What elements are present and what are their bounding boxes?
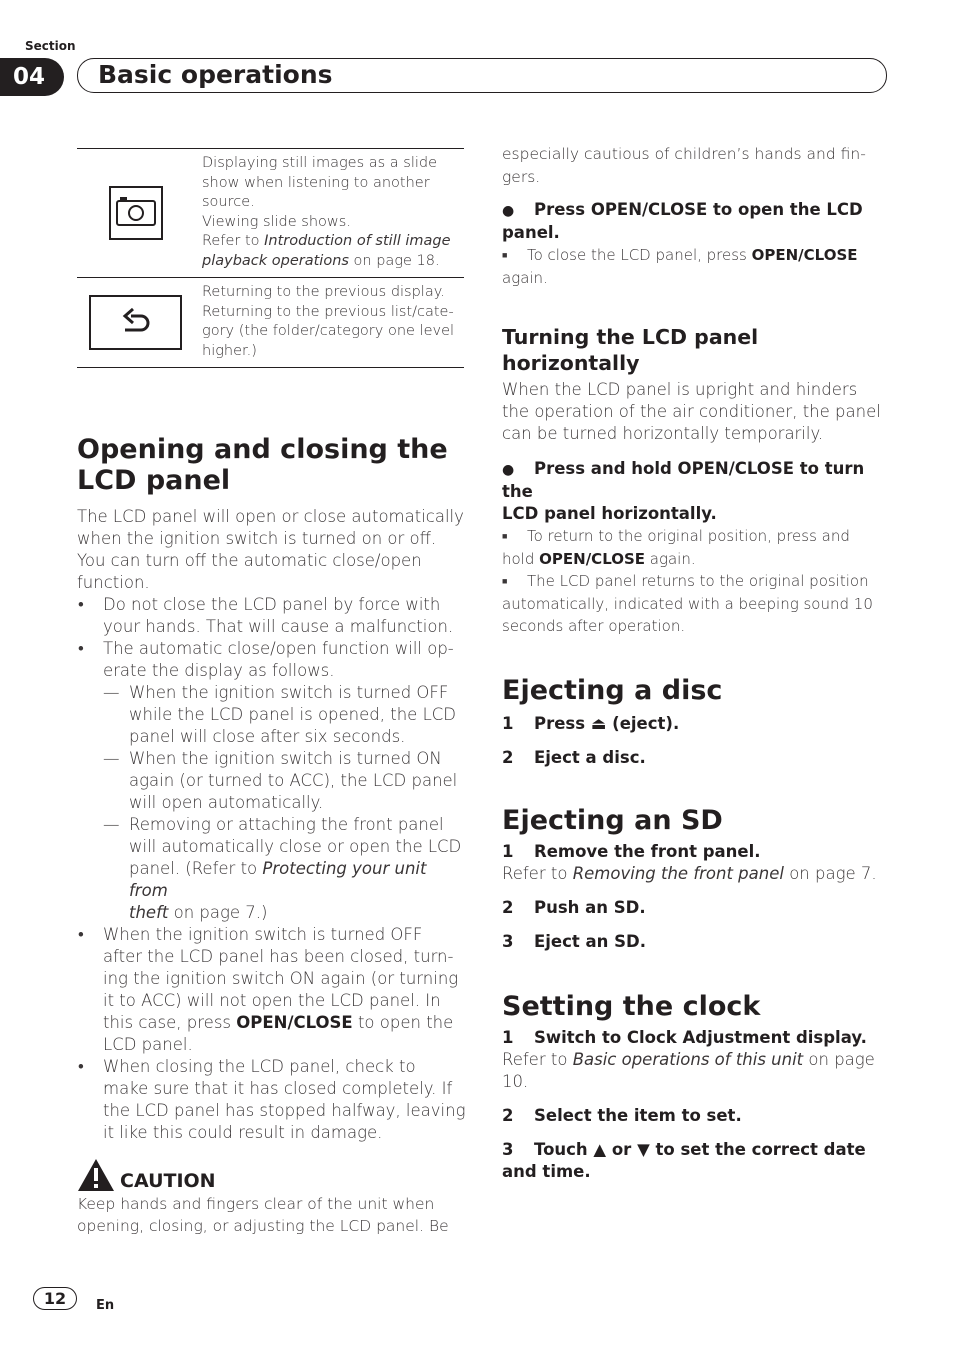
return-arrow-icon [89, 295, 182, 350]
section-heading: Ejecting a disc [502, 675, 723, 706]
bullet-dot-icon: ● [502, 462, 515, 478]
dash-list [103, 682, 469, 924]
step-instruction: ● Press and hold OPEN/CLOSE to turn the LCD panel horizontally. [502, 459, 865, 523]
table-text-line: Returning to the previous display. [202, 284, 445, 300]
subsection-heading: Turning the LCD panel horizontally [502, 325, 759, 375]
step-2: 2 Select the item to set. [502, 1106, 742, 1125]
step-2: 2 Eject a disc. [502, 748, 646, 767]
caution-heading: CAUTION [77, 1158, 469, 1192]
list-item: — When the ignition switch is turned OFF while the LCD panel is opened, the LCD panel will close after six seconds. [103, 682, 469, 748]
right-column [502, 143, 892, 1183]
note-square-icon: ■ [502, 251, 508, 261]
slideshow-camera-icon [109, 186, 163, 240]
section-heading: Opening and closing the LCD panel [77, 434, 448, 496]
list-item: • When the ignition switch is turned OFF after the LCD panel has been closed, turn- ing the ignition switch ON again (or turning it to ACC) will not open the LCD panel. In this case, press OPEN/CLOSE to open the LCD panel. [77, 924, 469, 1056]
list-item: • Do not close the LCD panel by force with your hands. That will cause a malfunction. [77, 594, 469, 638]
table-row [77, 148, 464, 277]
table-text-line: Displaying still images as a slide [202, 155, 438, 171]
note: ■ To close the LCD panel, press OPEN/CLOSE again. [502, 246, 858, 287]
table-text-line: Returning to the previous list/cate- [202, 303, 454, 320]
step-2: 2 Push an SD. [502, 898, 646, 917]
bullet-list [77, 594, 469, 1144]
caution-text: Keep hands and fingers clear of the unit when opening, closing, or adjusting the LCD panel. Be [77, 1195, 449, 1235]
section-number-badge: 04 [0, 58, 64, 96]
table-text-line: Viewing slide shows. [202, 213, 351, 230]
table-text-line: show when listening to another [202, 174, 430, 191]
icon-table [77, 148, 464, 368]
section-label: Section [25, 39, 76, 53]
table-reference: playback operations on page 18. [202, 252, 440, 269]
continued-paragraph: especially cautious of children’s hands and fin- gers. [502, 145, 866, 186]
page-number: 12 [33, 1287, 77, 1310]
table-reference: Refer to Introduction of still image [202, 233, 451, 249]
note-square-icon: ■ [502, 577, 508, 587]
step-3: 3 Touch ▲ or ▼ to set the correct date and time. [502, 1140, 866, 1181]
note: ■ To return to the original position, press and hold OPEN/CLOSE again. ■ The LCD panel returns to the original position automatically, indicated with a beeping sound 10 seconds after operation. [502, 527, 873, 635]
reference-text: Refer to Removing the front panel on page 7. [502, 864, 877, 883]
table-text-line: higher.) [202, 342, 257, 359]
opening-section [77, 434, 469, 1237]
table-row [77, 277, 464, 368]
list-item: • When closing the LCD panel, check to make sure that it has closed completely. If the LCD panel has stopped halfway, leaving it like this could result in damage. [77, 1056, 469, 1144]
step-1: 1 Press ⏏ (eject). [502, 714, 680, 733]
list-item: — When the ignition switch is turned ON again (or turned to ACC), the LCD panel will open automatically. [103, 748, 469, 814]
intro-paragraph: The LCD panel will open or close automatically when the ignition switch is turned on or off. You can turn off the automatic close/open function. [77, 507, 464, 592]
turning-intro: When the LCD panel is upright and hinders the operation of the air conditioner, the panel can be turned horizontally temporarily. [502, 380, 881, 443]
section-heading: Ejecting an SD [502, 805, 723, 836]
section-title: Basic operations [77, 58, 887, 93]
table-text-line: gory (the folder/category one level [202, 323, 455, 339]
table-description [194, 278, 464, 367]
bullet-dot-icon: ● [502, 203, 515, 219]
list-item: • The automatic close/open function will op- erate the display as follows. — When the ignition switch is turned OFF while the LCD panel is opened, the LCD panel will close after six seconds. — When the ignition switch is turned ON again (or turned to ACC), the LCD panel will open automatically. — Removing or attaching the front panel will automatically close or open the LCD panel. (Refer to Protecting your unit from theft on page 7.) [77, 638, 469, 924]
eject-icon: ⏏ [590, 714, 607, 733]
step-instruction: ● Press OPEN/CLOSE to open the LCD panel. [502, 200, 863, 242]
warning-triangle-icon [77, 1158, 115, 1192]
step-1: 1 Remove the front panel. [502, 842, 761, 861]
step-1: 1 Switch to Clock Adjustment display. [502, 1028, 867, 1047]
section-heading: Setting the clock [502, 991, 761, 1022]
language-label: En [96, 1298, 115, 1313]
reference-text: Refer to Basic operations of this unit on page 10. [502, 1050, 875, 1091]
list-item: — Removing or attaching the front panel will automatically close or open the LCD panel. (Refer to Protecting your unit from theft on page 7.) [103, 814, 469, 924]
note-square-icon: ■ [502, 532, 508, 542]
table-description [194, 149, 464, 277]
step-3: 3 Eject an SD. [502, 932, 647, 951]
table-text-line: source. [202, 194, 255, 210]
